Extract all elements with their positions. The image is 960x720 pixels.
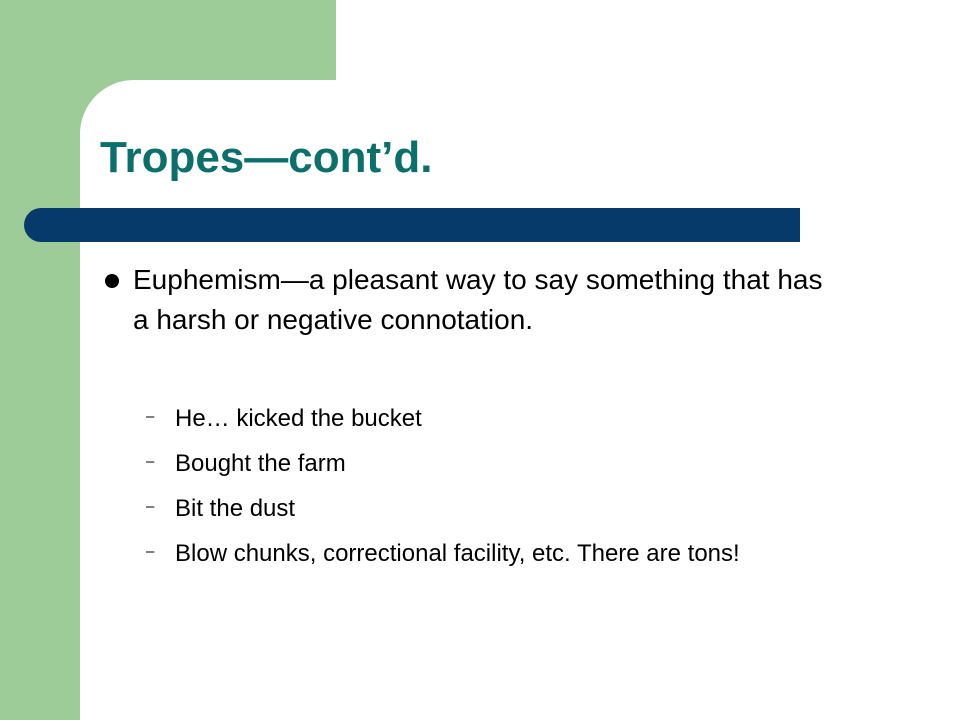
sub-bullet-text: Bought the farm (175, 450, 346, 477)
dash-icon: – (146, 498, 155, 515)
sub-bullet-text: Bit the dust (175, 495, 296, 522)
dash-icon: – (146, 453, 155, 470)
sub-bullet-text: He… kicked the bucket (175, 405, 422, 432)
dash-icon: – (146, 543, 155, 560)
sub-bullet-text: Blow chunks, correctional facility, etc. There are tons! (175, 540, 740, 567)
dash-icon: – (146, 408, 155, 425)
sub-bullet-item (146, 402, 906, 432)
sub-bullet-item (146, 492, 906, 522)
slide-title: Tropes—cont’d. (100, 133, 433, 182)
sub-bullet-item (146, 537, 906, 567)
sub-bullet-item (146, 447, 906, 477)
filled-circle-bullet-icon (105, 274, 119, 288)
bullet-text: Euphemism—a pleasant way to say something that has a harsh or negative connotation. (133, 264, 823, 335)
